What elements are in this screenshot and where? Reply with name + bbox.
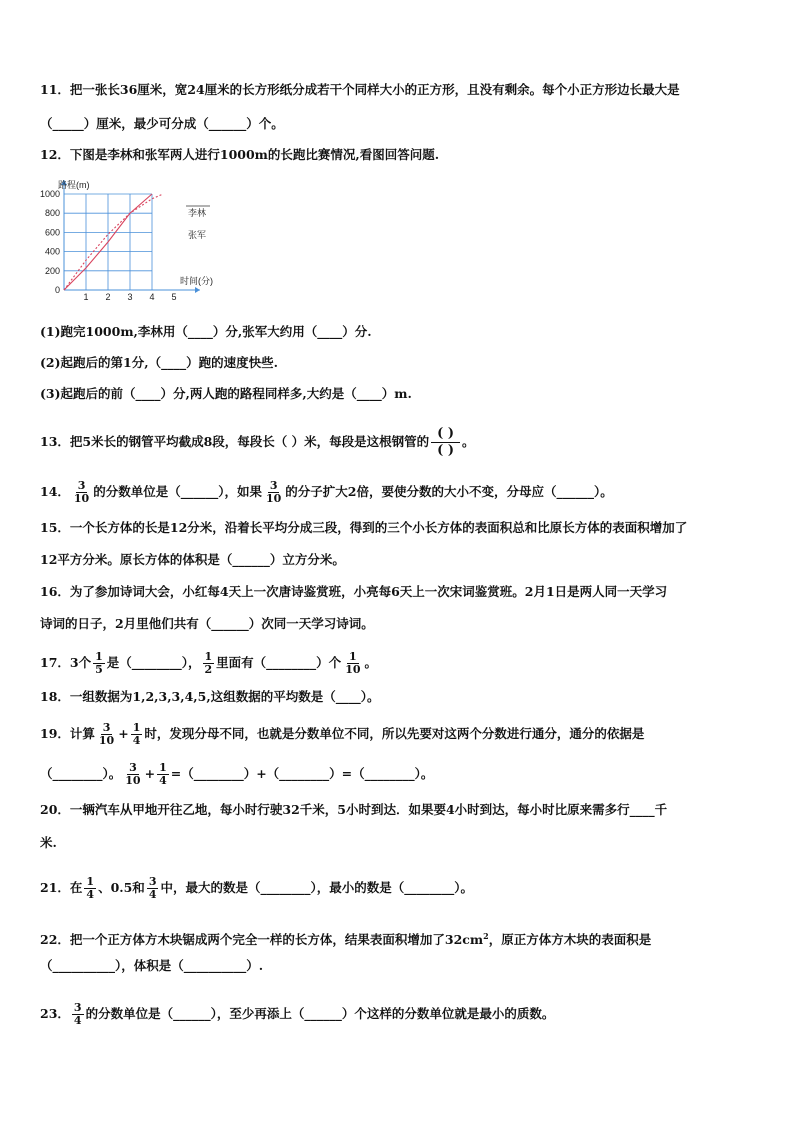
chart-x-axis-label: 时间(分) <box>180 276 213 286</box>
chart-x-tick-label: 3 <box>127 292 133 302</box>
fraction-1-4: $\frac{1}{4}$ <box>86 875 95 901</box>
chart-y-tick-label: 400 <box>44 246 60 257</box>
q15-line2: 12平方分米。原长方体的体积是（______）立方分米。 <box>40 552 345 567</box>
chart-y-tick-label: 800 <box>44 208 60 219</box>
chart-x-tick-label: 2 <box>105 292 111 302</box>
q19-line1: 19．计算 $\frac{3}{10}$ + $\frac{1}{4}$ 时，发现分母不同，也就是分数单位不同，所以先要对这两个分数进行通分，通分的依据是 <box>40 721 645 747</box>
chart-x-tick-label: 1 <box>83 292 89 302</box>
chart-y-axis-label: 路程(m) <box>58 180 90 190</box>
q13-blank-fraction: $\frac{( )}{( )}$ <box>431 426 460 459</box>
chart-x-arrow <box>195 287 200 293</box>
chart-legend-lilin: 李林 <box>188 208 207 218</box>
race-distance-chart <box>30 174 230 304</box>
q19-line2: （________）。 $\frac{3}{10}$ + $\frac{1}{4}$ =（________）+（________）=（________）。 <box>40 761 434 787</box>
chart-y-tick-label: 1000 <box>39 189 60 199</box>
q18-line: 18．一组数据为1,2,3,3,4,5,这组数据的平均数是（____）。 <box>40 689 380 704</box>
chart-y-tick-label: 600 <box>44 227 60 238</box>
fraction-1-10: $\frac{1}{10}$ <box>345 650 361 676</box>
fraction-1-4: $\frac{1}{4}$ <box>159 761 167 787</box>
q12-intro: 12．下图是李林和张军两人进行1000m的长跑比赛情况,看图回答问题. <box>40 147 440 162</box>
q12-sub2: (2)起跑后的第1分,（____）跑的速度快些. <box>40 355 278 370</box>
q15-line1: 15．一个长方体的长是12分米，沿着长平均分成三段，得到的三个小长方体的表面积总和比原长方体的表面积增加了 <box>40 520 688 535</box>
fraction-3-4: $\frac{3}{4}$ <box>148 875 157 901</box>
q23-line: 23． $\frac{3}{4}$ 的分数单位是（______），至少再添上（______）个这样的分数单位就是最小的质数。 <box>40 1001 555 1027</box>
fraction-1-4: $\frac{1}{4}$ <box>132 721 141 747</box>
chart-lines <box>64 194 163 290</box>
fraction-3-10: $\frac{3}{10}$ <box>98 721 115 747</box>
chart-y-tick-label: 200 <box>44 265 60 276</box>
q22-line1: 22．把一个正方体方木块锯成两个完全一样的长方体，结果表面积增加了$32cm^2$，原正方体方木块的表面积是 <box>40 931 652 948</box>
q11-line1: 11．把一张长36厘米，宽24厘米的长方形纸分成若干个同样大小的正方形，且没有剩余。每个小正方形边长最大是 <box>40 82 680 97</box>
q22-line2: （__________），体积是（__________）. <box>40 958 264 973</box>
q16-line1: 16．为了参加诗词大会，小红每4天上一次唐诗鉴赏班，小亮每6天上一次宋词鉴赏班。2月1日是两人同一天学习 <box>40 584 668 599</box>
chart-x-tick-label: 5 <box>171 292 177 302</box>
q16-line2: 诗词的日子，2月里他们共有（______）次同一天学习诗词。 <box>40 616 374 631</box>
q14-line: 14． $\frac{3}{10}$ 的分数单位是（______），如果 $\frac{3}{10}$ 的分子扩大2倍，要使分数的大小不变，分母应（______）。 <box>40 479 613 505</box>
fraction-3-10: $\frac{3}{10}$ <box>125 761 141 787</box>
q13-text: 13．把5米长的钢管平均截成8段，每段长（ ）米，每段是这根钢管的 <box>40 434 430 449</box>
q12-sub3: (3)起跑后的前（____）分,两人跑的路程同样多,大约是（____）m. <box>40 386 412 401</box>
chart-x-tick-label: 4 <box>149 292 155 302</box>
fraction-3-10: $\frac{3}{10}$ <box>265 479 282 505</box>
q21-line: 21．在 $\frac{1}{4}$ 、0.5和 $\frac{3}{4}$ 中，最大的数是（________），最小的数是（________）。 <box>40 875 473 901</box>
q20-line1: 20．一辆汽车从甲地开往乙地，每小时行驶32千米，5小时到达．如果要4小时到达，每小时比原来需多行____千 <box>40 802 668 817</box>
fraction-1-5: $\frac{1}{5}$ <box>95 650 103 676</box>
q17-line: 17．3个 $\frac{1}{5}$ 是（________）， $\frac{1}{2}$ 里面有（________）个 $\frac{1}{10}$ 。 <box>40 650 378 676</box>
fraction-3-10: $\frac{3}{10}$ <box>73 479 90 505</box>
q13-line: 13．把5米长的钢管平均截成8段，每段长（ ）米，每段是这根钢管的 $\frac{( )}{( )}$ 。 <box>40 426 475 458</box>
fraction-3-4: $\frac{3}{4}$ <box>73 1001 82 1027</box>
fraction-1-2: $\frac{1}{2}$ <box>204 650 213 676</box>
q20-line2: 米. <box>40 835 57 850</box>
q12-sub1: (1)跑完1000m,李林用（____）分,张军大约用（____）分. <box>40 324 372 339</box>
chart-y-tick-label: 0 <box>54 285 60 295</box>
q11-line2: （_____）厘米，最少可分成（______）个。 <box>40 116 284 131</box>
chart-legend-zhangjun: 张军 <box>188 230 207 240</box>
